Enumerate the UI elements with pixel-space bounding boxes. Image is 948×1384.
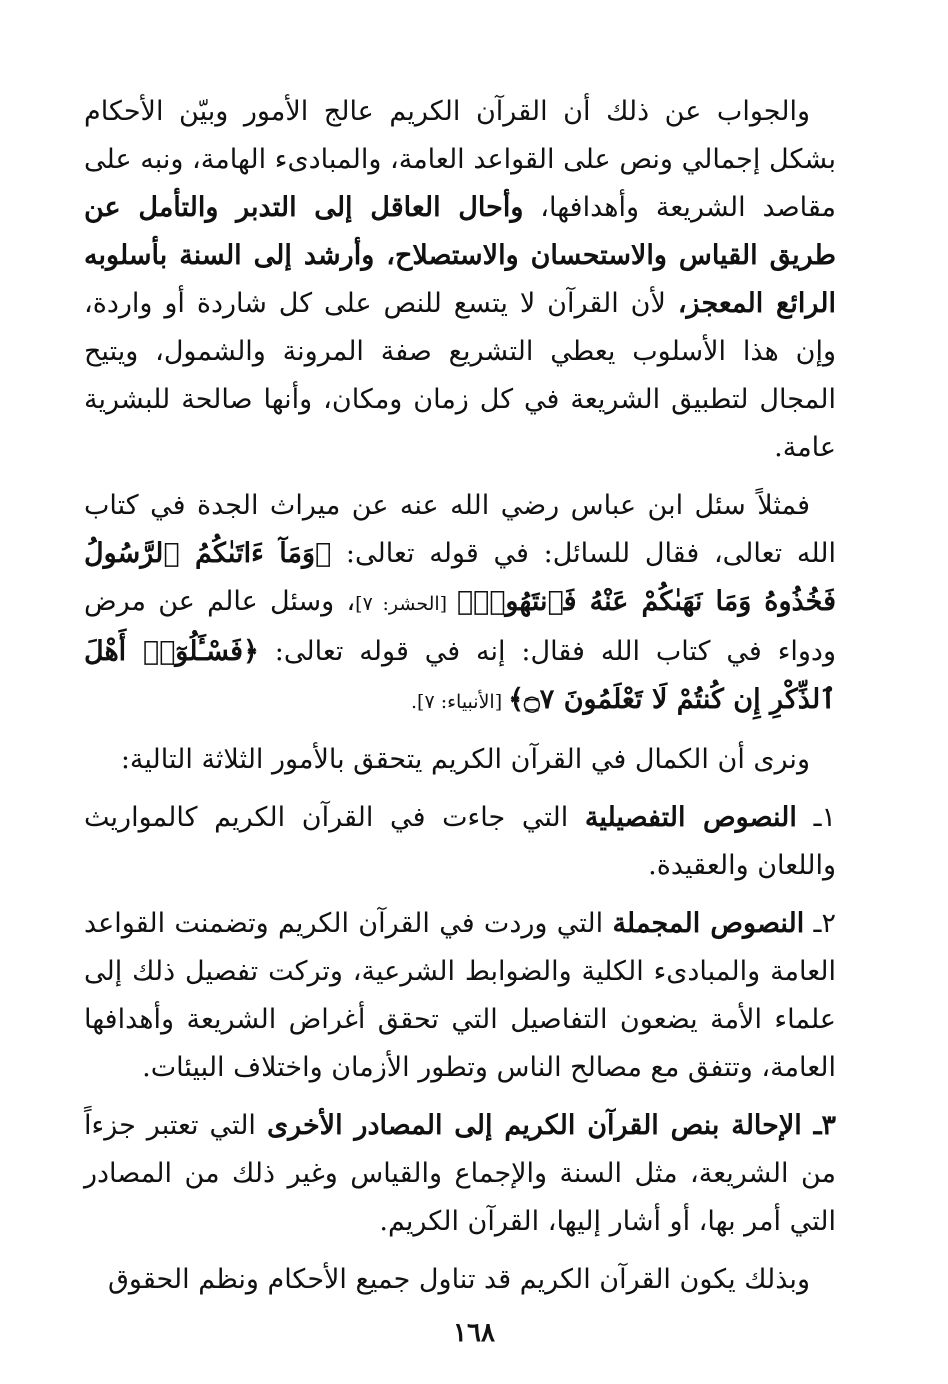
paragraph-intro-list: ونرى أن الكمال في القرآن الكريم يتحقق بالأمور الثلاثة التالية:	[120, 744, 810, 775]
quran-verse-hashr: ﴿وَمَآ ءَاتَىٰكُمُ ٱلرَّسُولُ فَخُذُوهُ وَمَا نَهَىٰكُمْ عَنْهُ فَٱنتَهُوا۟﴾	[84, 538, 836, 617]
list-item-1-heading: النصوص التفصيلية	[584, 802, 797, 833]
list-item-2	[84, 900, 836, 1092]
page-number: ١٦٨	[453, 1318, 495, 1348]
list-item-2-heading: النصوص المجملة	[612, 908, 805, 939]
paragraph-example	[84, 482, 836, 726]
list-item-2-text: التي وردت في القرآن الكريم وتضمنت القواعد العامة والمبادىء الكلية والضوابط الشرعية، وتركت تفصيل ذلك إلى علماء الأمة يضعون التفاصيل التي تحقق أغراض الشريعة وأهدافها العامة، وتتفق مع مصالح الناس وتطور الأزمان واختلاف البيئات.	[84, 908, 836, 1083]
paragraph-answer-text-2: لأن القرآن لا يتسع للنص على كل شاردة أو واردة، وإن هذا الأسلوب يعطي التشريع صفة المرونة والشمول، ويتيح المجال لتطبيق الشريعة في كل زمان ومكان، وأنها صالحة للبشرية عامة.	[84, 288, 836, 463]
paragraph-answer-text-1: والجواب عن ذلك أن القرآن الكريم عالج الأمور وبيّن الأحكام بشكل إجمالي ونص على القواعد العامة، والمبادىء الهامة، ونبه على مقاصد الشريعة وأهدافها،	[84, 96, 836, 223]
paragraph-answer	[84, 88, 836, 472]
paragraph-conclusion: وبذلك يكون القرآن الكريم قد تناول جميع الأحكام ونظم الحقوق	[107, 1264, 810, 1295]
paragraph-example-text-1: فمثلاً سئل ابن عباس رضي الله عنه عن ميراث الجدة في كتاب الله تعالى، فقال للسائل: في قوله تعالى:	[84, 490, 837, 569]
verse-reference-hashr: [الحشر: ٧]	[355, 593, 457, 615]
page-body	[84, 88, 836, 1314]
list-item-3-text: التي تعتبر جزءاً من الشريعة، مثل السنة والإجماع والقياس وغير ذلك من المصادر التي أمر بها، أو أشار إليها، القرآن الكريم.	[84, 1110, 836, 1237]
list-item-1-text: التي جاءت في القرآن الكريم كالمواريث واللعان والعقيدة.	[84, 802, 836, 881]
list-item-2-number: ٢ـ	[804, 908, 836, 939]
list-item-3-heading: ٣ـ الإحالة بنص القرآن الكريم إلى المصادر الأخرى	[266, 1110, 836, 1141]
verse-reference-anbiya: [الأنبياء: ٧].	[410, 691, 509, 713]
list-item-1	[84, 794, 836, 890]
list-item-1-number: ١ـ	[796, 802, 836, 833]
list-item-3	[84, 1102, 836, 1246]
paragraph-answer-bold: وأحال العاقل إلى التدبر والتأمل عن طريق القياس والاستحسان والاستصلاح، وأرشد إلى السنة بأسلوبه الرائع المعجز،	[84, 192, 836, 319]
quran-verse-anbiya: ﴿فَسْـَٔلُوٓا۟ أَهْلَ ٱلذِّكْرِ إِن كُنتُمْ لَا تَعْلَمُونَ ۝٧﴾	[84, 636, 836, 715]
paragraph-example-text-2: ، وسئل عالم عن مرض ودواء في كتاب الله فقال: إنه في قوله تعالى:	[84, 586, 836, 667]
